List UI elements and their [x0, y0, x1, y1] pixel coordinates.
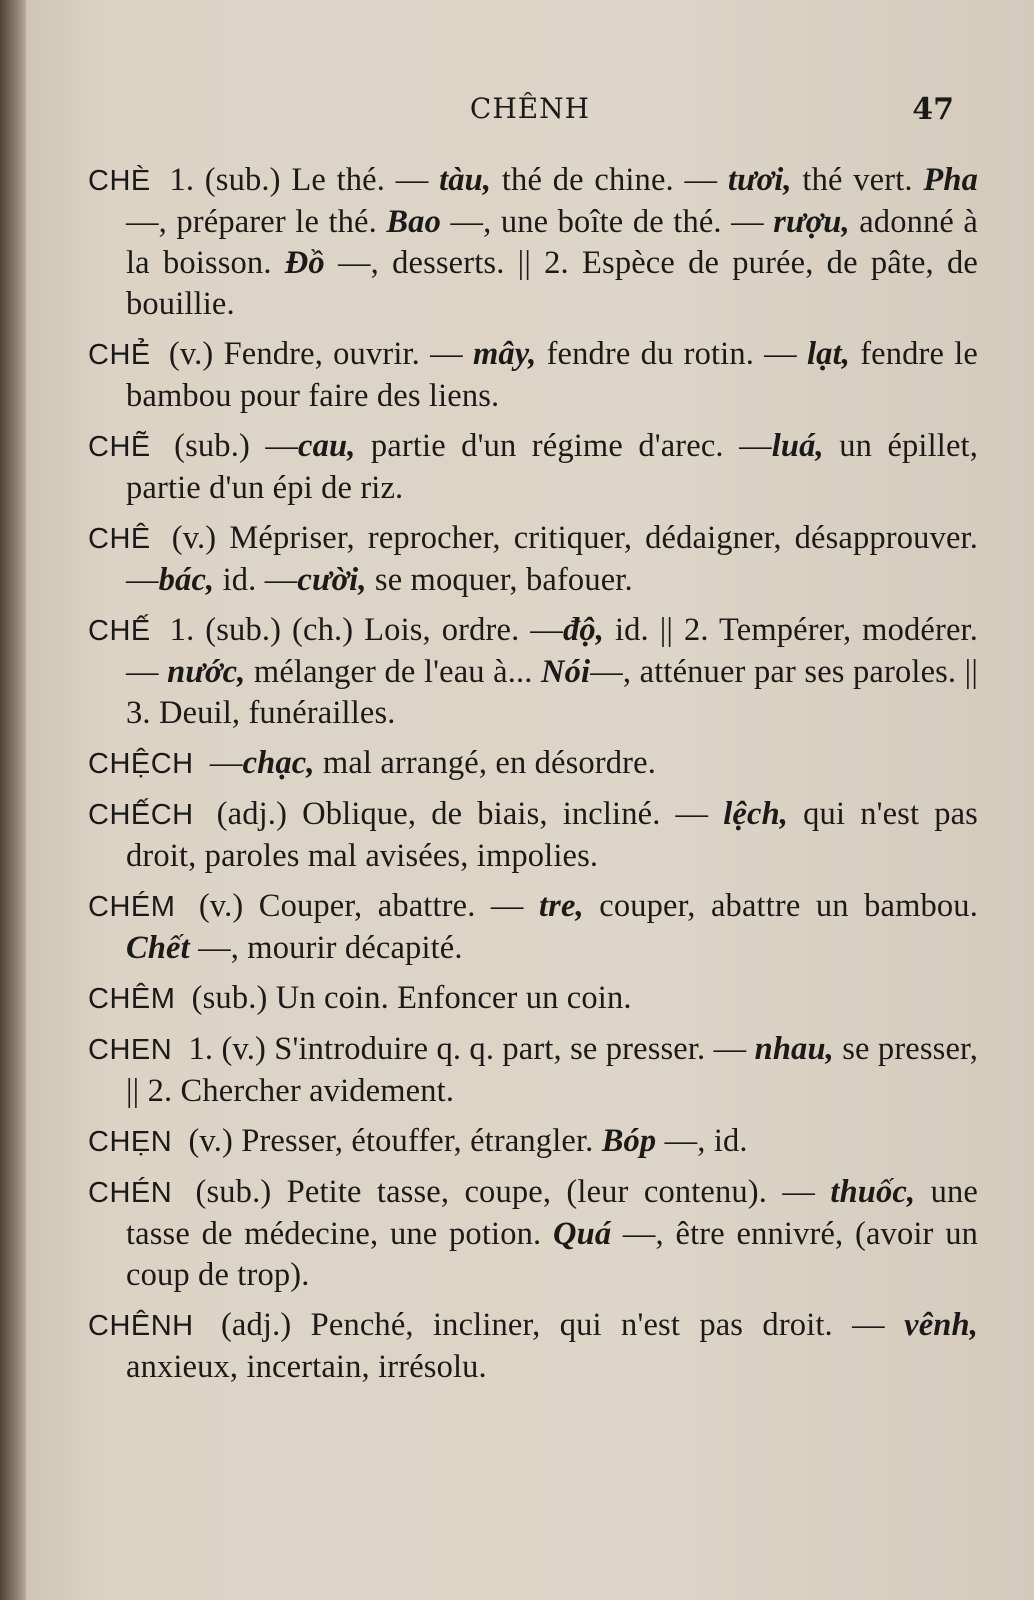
dictionary-entry	[88, 1029, 978, 1112]
entry-definition-text: —, une boîte de thé. —	[441, 204, 774, 240]
entry-vietnamese-term: bác,	[158, 562, 215, 598]
entry-headword: CHEN	[88, 1034, 173, 1066]
entry-vietnamese-term: rượu,	[773, 204, 850, 240]
entry-definition-text: (v.) Couper, abattre. —	[183, 888, 539, 924]
entry-definition-text: (sub.) —	[158, 428, 299, 464]
entry-definition-text: (v.) Mépriser, reprocher, critiquer, dédaigner, désapprouver. —	[126, 520, 978, 598]
entry-vietnamese-term: Pha	[923, 162, 978, 198]
entry-vietnamese-term: tàu,	[439, 162, 492, 198]
entry-definition-text: (sub.) Un coin. Enfoncer un coin.	[183, 980, 632, 1016]
entry-vietnamese-term: Nói	[541, 654, 591, 690]
entry-headword: CHẾCH	[88, 799, 194, 831]
entry-vietnamese-term: nước,	[167, 654, 246, 690]
dictionary-entry	[88, 426, 978, 509]
dictionary-entry	[88, 1121, 978, 1163]
entry-definition-text: id. —	[214, 562, 298, 598]
entry-headword: CHÉM	[88, 891, 176, 923]
entry-definition-text: anxieux, incertain, irrésolu.	[126, 1349, 487, 1385]
entry-definition-text: partie d'un régime d'arec. —	[355, 428, 772, 464]
entry-vietnamese-term: chạc,	[242, 745, 315, 781]
entry-headword: CHẼ	[88, 431, 151, 463]
book-spine-shadow	[0, 0, 26, 1600]
entry-vietnamese-term: Chết	[126, 930, 190, 966]
dictionary-entry	[88, 160, 978, 325]
entry-vietnamese-term: lạt,	[806, 336, 851, 372]
entry-definition-text: (v.) Presser, étouffer, étrangler.	[180, 1123, 602, 1159]
entry-definition-text: 1. (v.) S'introduire q. q. part, se presser. —	[180, 1031, 755, 1067]
entry-definition-text: couper, abattre un bambou.	[583, 888, 978, 924]
entry-vietnamese-term: cau,	[298, 428, 356, 464]
dictionary-page	[26, 0, 1034, 1600]
entry-headword: CHỆCH	[88, 748, 194, 780]
dictionary-entry	[88, 334, 978, 417]
entry-vietnamese-term: Bao	[386, 204, 441, 240]
entry-definition-text: (v.) Fendre, ouvrir. —	[158, 336, 473, 372]
entry-definition-text: —, mourir décapité.	[189, 930, 463, 966]
page-header	[26, 88, 1034, 132]
entry-definition-text: se presser, || 2. Chercher avidement.	[126, 1031, 978, 1109]
entry-headword: CHÊ	[88, 523, 151, 555]
entry-definition-text: —, id.	[656, 1123, 748, 1159]
entry-vietnamese-term: cười,	[297, 562, 367, 598]
dictionary-entry	[88, 743, 978, 785]
entry-definition-text: 1. (sub.) Le thé. —	[158, 162, 440, 198]
entry-headword: CHẾ	[88, 615, 151, 647]
entry-vietnamese-term: lệch,	[723, 796, 789, 832]
entry-vietnamese-term: Bóp	[601, 1123, 657, 1159]
entry-headword: CHÊM	[88, 983, 176, 1015]
entry-vietnamese-term: Quá	[552, 1216, 612, 1252]
entry-definition-text: —	[201, 745, 243, 781]
entry-definition-text: fendre le bambou pour faire des liens.	[126, 336, 979, 414]
dictionary-entry	[88, 1172, 978, 1296]
entry-definition-text: 1. (sub.) (ch.) Lois, ordre. —	[158, 612, 563, 648]
entry-definition-text: qui n'est pas droit, paroles mal avisées, impolies.	[126, 796, 978, 874]
entry-vietnamese-term: tươi,	[727, 162, 792, 198]
dictionary-entry	[88, 978, 978, 1020]
page-number: 47	[912, 92, 954, 127]
entry-vietnamese-term: vênh,	[904, 1307, 978, 1343]
entry-vietnamese-term: tre,	[539, 888, 584, 924]
dictionary-entry	[88, 518, 978, 601]
entry-definition-text: thé de chine. —	[491, 162, 728, 198]
entry-definition-text: un épillet, partie d'un épi de riz.	[126, 428, 978, 506]
entry-vietnamese-term: luá,	[771, 428, 824, 464]
entry-definition-text: —, atténuer par ses paroles. || 3. Deuil, funérailles.	[126, 654, 978, 731]
entry-vietnamese-term: độ,	[562, 612, 605, 648]
entry-headword: CHẸN	[88, 1126, 173, 1158]
entry-definition-text: mal arrangé, en désordre.	[314, 745, 656, 781]
entry-headword: CHÊNH	[88, 1310, 194, 1342]
entry-definition-text: une tasse de médecine, une potion.	[126, 1174, 978, 1252]
entry-vietnamese-term: nhau,	[754, 1031, 834, 1067]
entry-vietnamese-term: Đồ	[284, 245, 325, 281]
dictionary-entry	[88, 794, 978, 877]
dictionary-entry	[88, 1305, 978, 1388]
entry-headword: CHÈ	[88, 165, 151, 197]
entry-definition-text: (adj.) Penché, incliner, qui n'est pas droit. —	[201, 1307, 905, 1343]
dictionary-entries	[88, 160, 978, 1397]
entry-definition-text: mélanger de l'eau à...	[245, 654, 542, 690]
entry-definition-text: adonné à la boisson.	[126, 204, 978, 281]
entry-definition-text: thé vert.	[791, 162, 924, 198]
entry-definition-text: —, préparer le thé.	[126, 204, 387, 240]
entry-definition-text: se moquer, bafouer.	[366, 562, 633, 598]
entry-definition-text: —, desserts. || 2. Espèce de purée, de pâte, de bouillie.	[126, 245, 978, 322]
running-head: CHÊNH	[469, 92, 591, 125]
entry-headword: CHÉN	[88, 1177, 173, 1209]
dictionary-entry	[88, 886, 978, 969]
entry-vietnamese-term: mây,	[472, 336, 537, 372]
dictionary-entry	[88, 610, 978, 734]
entry-definition-text: —, être ennivré, (avoir un coup de trop).	[126, 1216, 978, 1293]
entry-definition-text: id. || 2. Tempérer, modérer. —	[126, 612, 978, 690]
entry-headword: CHẺ	[88, 339, 151, 371]
entry-definition-text: fendre du rotin. —	[536, 336, 807, 372]
entry-definition-text: (sub.) Petite tasse, coupe, (leur contenu). —	[180, 1174, 831, 1210]
entry-vietnamese-term: thuốc,	[830, 1174, 916, 1210]
entry-definition-text: (adj.) Oblique, de biais, incliné. —	[201, 796, 724, 832]
